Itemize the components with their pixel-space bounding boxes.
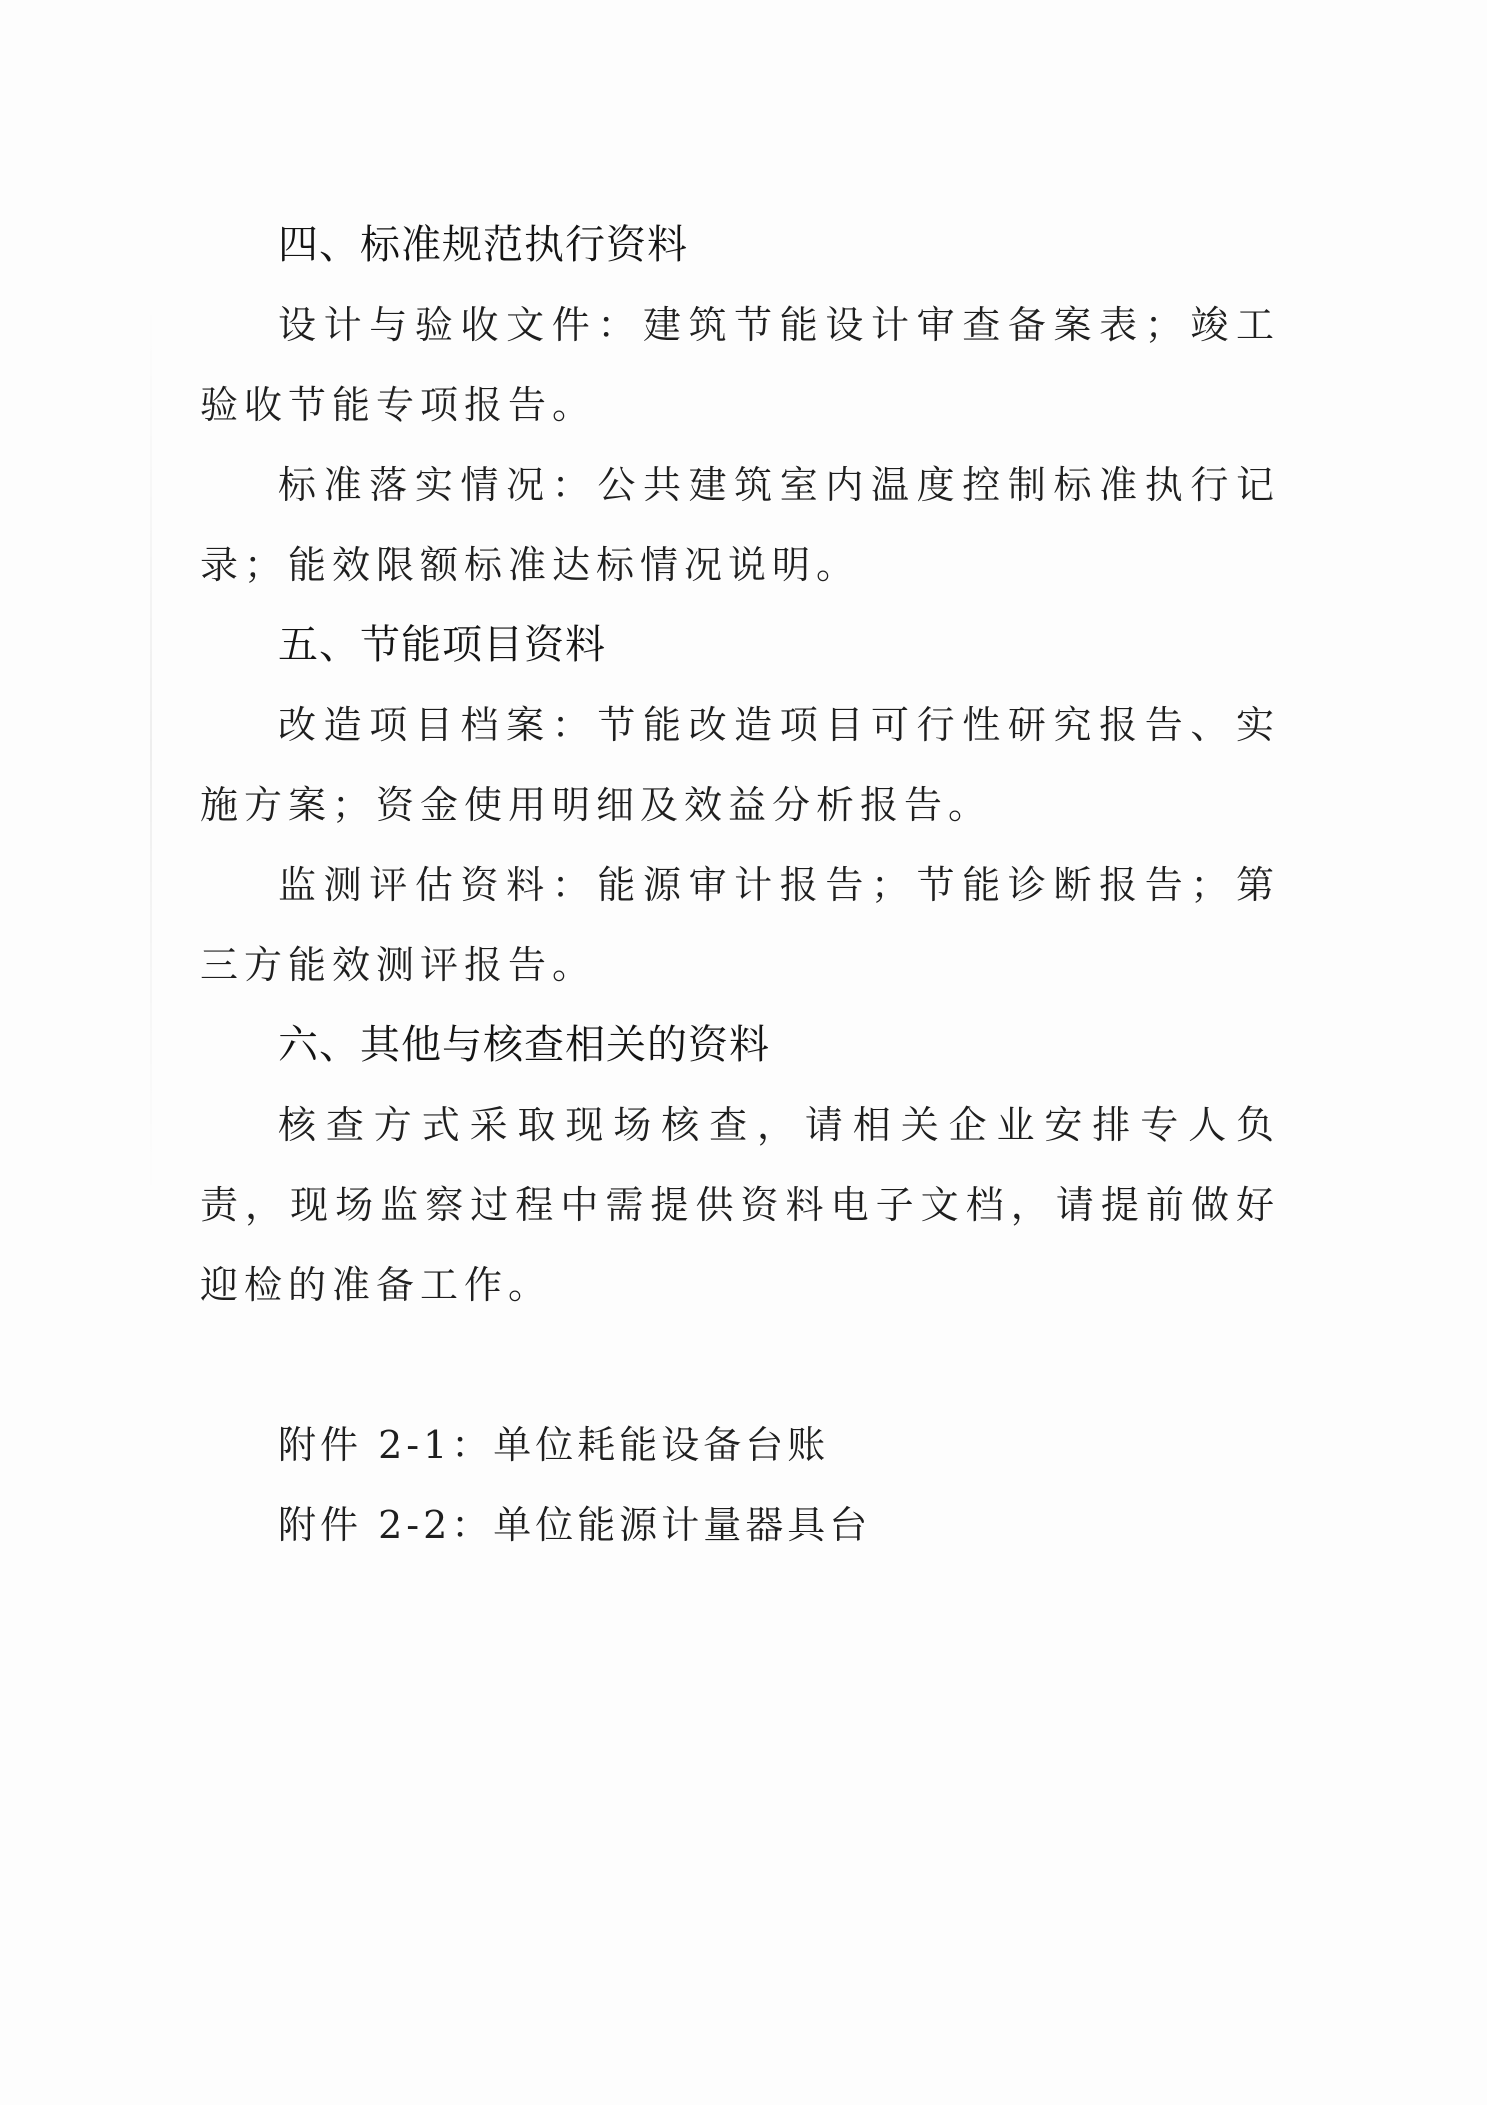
- spacer: [200, 1325, 1280, 1405]
- attachment-2-2: 附件 2-2：单位能源计量器具台: [278, 1503, 872, 1547]
- paragraph-design-acceptance: 设计与验收文件：建筑节能设计审查备案表；竣工验收节能专项报告。: [200, 303, 1280, 427]
- paragraph-retrofit-archive: 改造项目档案：节能改造项目可行性研究报告、实施方案；资金使用明细及效益分析报告。: [200, 703, 1280, 827]
- paragraph-standard-implementation: 标准落实情况：公共建筑室内温度控制标准执行记录；能效限额标准达标情况说明。: [200, 463, 1280, 587]
- document-body: [200, 205, 1280, 1565]
- section-heading-6: 六、其他与核查相关的资料: [278, 1022, 770, 1068]
- attachment-2-1: 附件 2-1：单位耗能设备台账: [278, 1423, 830, 1467]
- scan-shadow: [150, 300, 152, 1200]
- paragraph-monitoring-assessment: 监测评估资料：能源审计报告；节能诊断报告；第三方能效测评报告。: [200, 863, 1280, 987]
- section-heading-5: 五、节能项目资料: [278, 622, 606, 668]
- paragraph-inspection-method: 核查方式采取现场核查，请相关企业安排专人负责，现场监察过程中需提供资料电子文档，请提前做好迎检的准备工作。: [200, 1103, 1280, 1307]
- section-heading-4: 四、标准规范执行资料: [278, 222, 688, 268]
